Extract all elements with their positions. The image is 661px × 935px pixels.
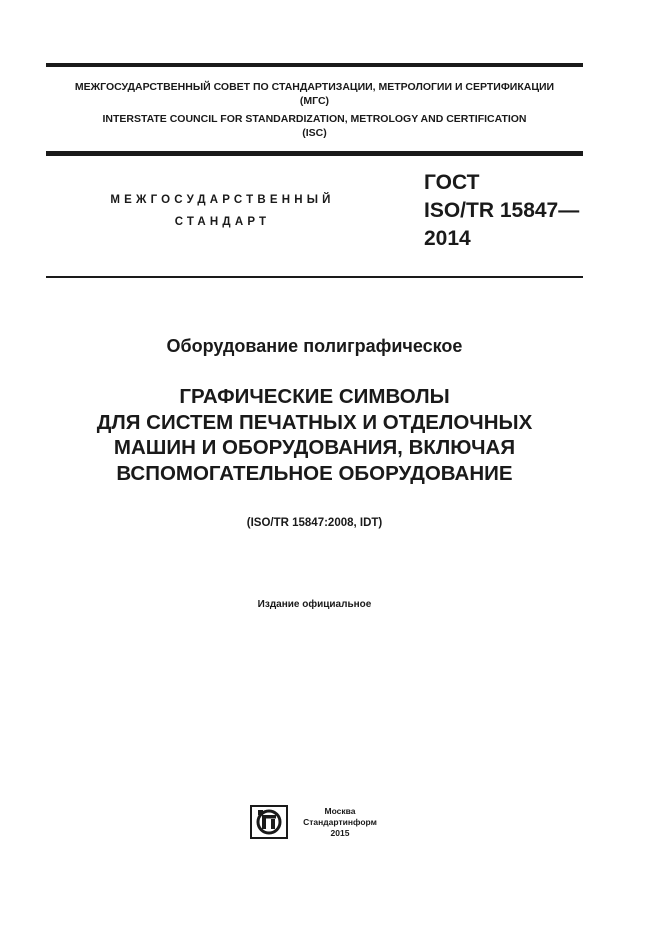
council-en xyxy=(46,112,583,140)
standard-code xyxy=(424,169,579,253)
top-divider xyxy=(46,63,583,67)
publisher-name: Стандартинформ xyxy=(303,817,377,827)
standard-code-line1: ГОСТ xyxy=(424,171,480,194)
standard-type-label xyxy=(95,189,350,233)
lower-divider xyxy=(46,276,583,278)
publication-year: 2015 xyxy=(330,828,350,838)
publisher-city: Москва xyxy=(324,806,356,816)
standard-type-line1: МЕЖГОСУДАРСТВЕННЫЙ xyxy=(110,194,335,206)
standartinform-logo-icon xyxy=(250,805,288,839)
edition-note: Издание официальное xyxy=(257,599,372,610)
title-line: ВСПОМОГАТЕЛЬНОЕ ОБОРУДОВАНИЕ xyxy=(116,461,513,485)
council-ru xyxy=(46,80,583,108)
title-line: ДЛЯ СИСТЕМ ПЕЧАТНЫХ И ОТДЕЛОЧНЫХ xyxy=(96,410,533,434)
council-en-abbr: (ISC) xyxy=(302,127,327,139)
council-ru-name: МЕЖГОСУДАРСТВЕННЫЙ СОВЕТ ПО СТАНДАРТИЗАЦИИ, МЕТРОЛОГИИ И СЕРТИФИКАЦИИ xyxy=(74,81,555,93)
document-title xyxy=(46,384,583,486)
middle-divider xyxy=(46,151,583,156)
title-line: ГРАФИЧЕСКИЕ СИМВОЛЫ xyxy=(179,385,450,408)
council-ru-abbr: (МГС) xyxy=(299,95,330,107)
standard-code-line3: 2014 xyxy=(424,227,471,250)
council-en-name: INTERSTATE COUNCIL FOR STANDARDIZATION, METROLOGY AND CERTIFICATION xyxy=(102,113,527,125)
document-subject: Оборудование полиграфическое xyxy=(166,336,463,356)
title-line: МАШИН И ОБОРУДОВАНИЯ, ВКЛЮЧАЯ xyxy=(113,436,516,459)
publisher-info xyxy=(297,806,383,839)
standard-code-line2: ISO/TR 15847— xyxy=(424,199,580,222)
iso-reference: (ISO/TR 15847:2008, IDT) xyxy=(246,517,383,529)
standard-type-line2: СТАНДАРТ xyxy=(174,216,271,228)
